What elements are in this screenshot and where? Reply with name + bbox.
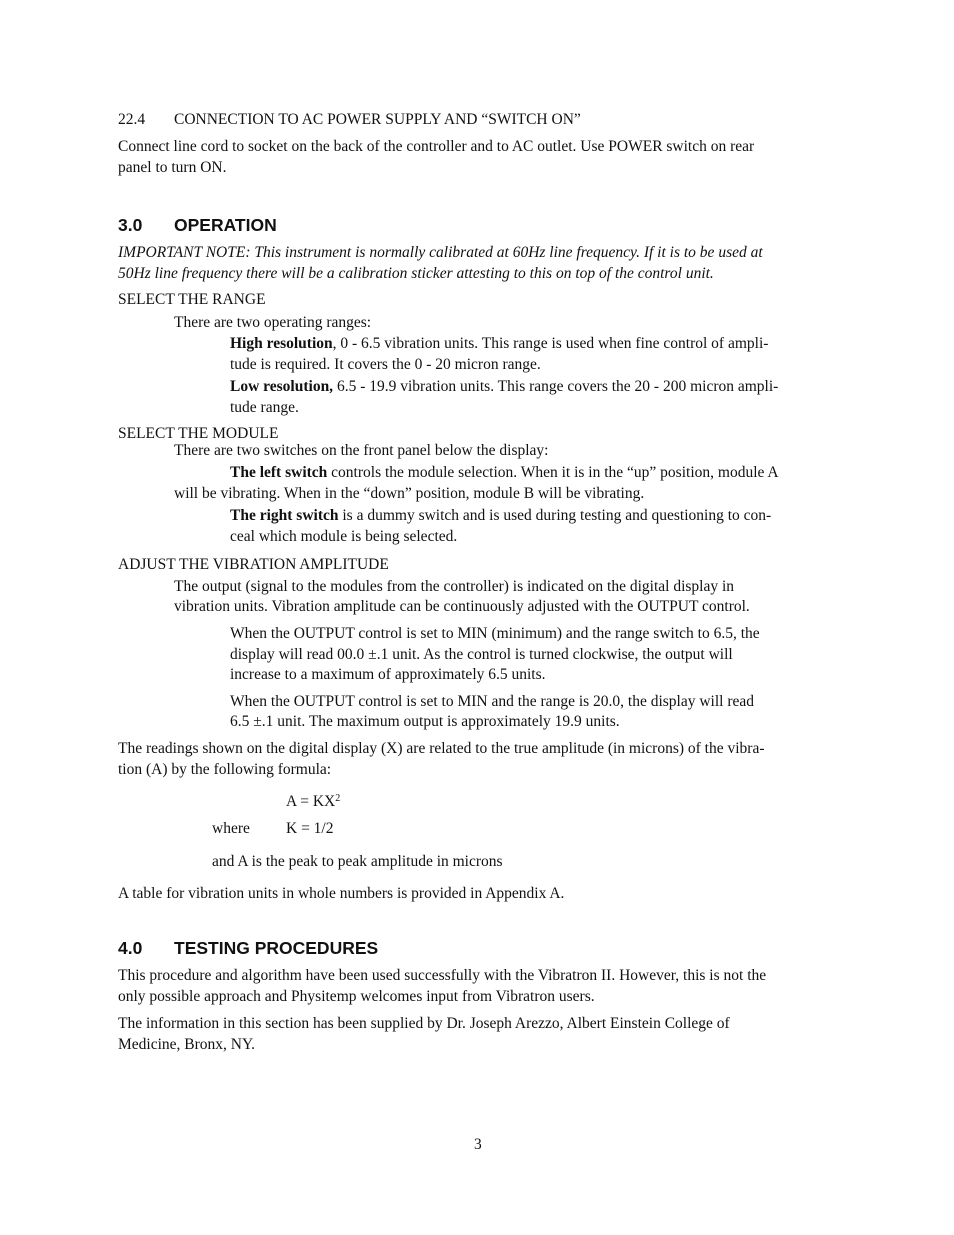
paragraph-line [230,334,768,355]
formula-explanation: and A is the peak to peak amplitude in microns [212,853,503,870]
paragraph-line: tude is required. It covers the 0 - 20 micron range. [230,356,541,373]
subheading-select-module: SELECT THE MODULE [118,425,279,442]
section-number: 4.0 [118,938,143,958]
subheading-select-range: SELECT THE RANGE [118,291,266,308]
section-4-0-heading [118,937,378,959]
paragraph-line: Connect line cord to socket on the back of the controller and to AC outlet. Use POWER switch on rear [118,138,755,155]
bold-term: High resolution [230,335,333,352]
page-number: 3 [474,1136,482,1153]
section-title: TESTING PROCEDURES [174,938,379,958]
paragraph-line: A table for vibration units in whole numbers is provided in Appendix A. [118,885,565,902]
bold-term: The right switch [230,507,339,524]
paragraph-line: tude range. [230,399,299,416]
paragraph-line: The output (signal to the modules from the controller) is indicated on the digital display in [174,578,735,595]
formula-where: where [212,820,250,837]
formula-line [286,792,340,813]
text: 6.5 - 19.9 vibration units. This range covers the 20 - 200 micron ampli- [333,378,779,395]
paragraph-line: vibration units. Vibration amplitude can be continuously adjusted with the OUTPUT control. [174,598,750,615]
section-3-0-heading [118,214,277,236]
paragraph-line: There are two operating ranges: [174,314,372,331]
bold-term: The left switch [230,464,328,481]
subheading-adjust-amplitude: ADJUST THE VIBRATION AMPLITUDE [118,556,389,573]
paragraph-line: The information in this section has been supplied by Dr. Joseph Arezzo, Albert Einstein College of [118,1015,730,1032]
text: controls the module selection. When it is in the “up” position, module A [327,464,779,481]
important-note-line: IMPORTANT NOTE: This instrument is normally calibrated at 60Hz line frequency. If it is to be used at [118,244,763,261]
formula-text: A = KX [286,793,336,810]
paragraph-line: Medicine, Bronx, NY. [118,1036,256,1053]
paragraph-line: display will read 00.0 ±.1 unit. As the control is turned clockwise, the output will [230,646,733,663]
formula-exponent: 2 [335,793,341,804]
paragraph-line: There are two switches on the front panel below the display: [174,442,549,459]
section-title: CONNECTION TO AC POWER SUPPLY AND “SWITCH ON” [174,111,581,128]
paragraph-line: will be vibrating. When in the “down” position, module B will be vibrating. [174,485,645,502]
section-title: OPERATION [174,215,277,235]
bold-term: Low resolution, [230,378,334,395]
paragraph-line [230,463,779,484]
paragraph-line: 6.5 ±.1 unit. The maximum output is approximately 19.9 units. [230,713,620,730]
text: , 0 - 6.5 vibration units. This range is used when fine control of ampli- [332,335,769,352]
paragraph-line: only possible approach and Physitemp welcomes input from Vibratron users. [118,988,595,1005]
section-number: 3.0 [118,215,143,235]
formula-line: K = 1/2 [286,820,334,837]
paragraph-line: When the OUTPUT control is set to MIN (minimum) and the range switch to 6.5, the [230,625,760,642]
paragraph-line: The readings shown on the digital display (X) are related to the true amplitude (in microns) of the vibra- [118,740,765,757]
paragraph-line [230,377,778,398]
section-22-4-heading [118,110,581,131]
paragraph-line: ceal which module is being selected. [230,528,458,545]
text: is a dummy switch and is used during testing and questioning to con- [338,507,772,524]
important-note-line: 50Hz line frequency there will be a calibration sticker attesting to this on top of the control unit. [118,265,714,282]
paragraph-line: tion (A) by the following formula: [118,761,332,778]
paragraph-line [230,506,771,527]
section-number: 22.4 [118,111,146,128]
paragraph-line: This procedure and algorithm have been used successfully with the Vibratron II. However, this is not the [118,967,767,984]
paragraph-line: increase to a maximum of approximately 6.5 units. [230,666,546,683]
paragraph-line: panel to turn ON. [118,159,227,176]
paragraph-line: When the OUTPUT control is set to MIN and the range is 20.0, the display will read [230,693,755,710]
